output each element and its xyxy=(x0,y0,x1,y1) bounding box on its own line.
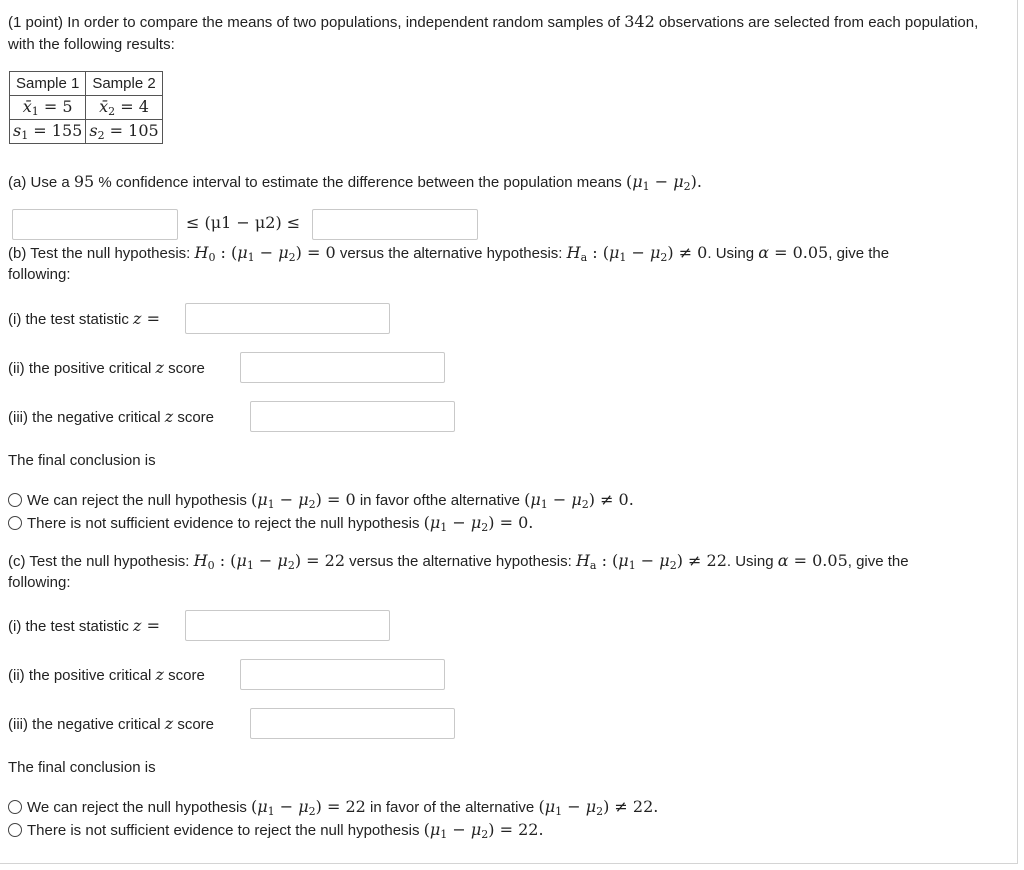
part-c-neg-critical-input[interactable] xyxy=(250,708,455,739)
part-c-pos-critical-label: (ii) the positive critical z score xyxy=(8,665,205,684)
part-b-not-reject-label: There is not sufficient evidence to reject the null hypothesis $(\mu_1 - \mu_2) = 0$. xyxy=(27,513,534,534)
part-c-test-stat-input[interactable] xyxy=(185,610,390,641)
part-b-pos-critical-input[interactable] xyxy=(240,352,445,383)
ci-middle-expression: ≤ (μ1 − μ2) ≤ xyxy=(186,213,301,232)
part-c-following: following: xyxy=(8,574,71,591)
part-b-not-reject-radio[interactable] xyxy=(8,516,22,530)
xbar1-cell: $x̄_1 = 5$ xyxy=(10,96,86,120)
ci-upper-input[interactable] xyxy=(312,209,478,240)
s1-cell: $s_1 = 155$ xyxy=(10,120,86,144)
part-c-reject-label: We can reject the null hypothesis $(\mu_1 - \mu_2) = 22$ in favor of the alternative $(\mu_1 - \mu_2) \ne 22$. xyxy=(27,797,659,818)
s2-cell: $s_2 = 105$ xyxy=(86,120,162,144)
part-c-not-reject-label: There is not sufficient evidence to reject the null hypothesis $(\mu_1 - \mu_2) = 22$. xyxy=(27,820,544,841)
part-b-test-stat-input[interactable] xyxy=(185,303,390,334)
part-c-conclusion-title: The final conclusion is xyxy=(8,759,156,776)
part-c-reject-radio[interactable] xyxy=(8,800,22,814)
part-b-following: following: xyxy=(8,266,71,283)
problem-intro: (1 point) In order to compare the means of two populations, independent random samples of 342 observations are selected from each population, with the following results: xyxy=(8,12,979,53)
header-sample-1: Sample 1 xyxy=(10,72,86,96)
part-b-reject-label: We can reject the null hypothesis $(\mu_1 - \mu_2) = 0$ in favor ofthe alternative $(\mu_1 - \mu_2) \ne 0$. xyxy=(27,490,634,511)
sample-size: 342 xyxy=(624,12,655,31)
xbar2-cell: $x̄_2 = 4$ xyxy=(86,96,162,120)
part-c-test-stat-label: (i) the test statistic z = xyxy=(8,616,160,635)
part-b-conclusion-title: The final conclusion is xyxy=(8,452,156,469)
header-sample-2: Sample 2 xyxy=(86,72,162,96)
part-b-neg-critical-input[interactable] xyxy=(250,401,455,432)
part-b-test-stat-label: (i) the test statistic z = xyxy=(8,309,160,328)
part-b-pos-critical-label: (ii) the positive critical z score xyxy=(8,358,205,377)
part-b-reject-radio[interactable] xyxy=(8,493,22,507)
part-c-prompt: (c) Test the null hypothesis: $H_0$ : $(\mu_1 - \mu_2) = 22$ versus the alternative hypothesis: $H_a$ : $(\mu_1 - \mu_2) \ne 22$. Using α = 0.05, give the xyxy=(8,551,909,572)
part-a-prompt: (a) Use a 95 % confidence interval to estimate the difference between the population means $(\mu_1 - \mu_2)$. xyxy=(8,172,702,193)
part-b-neg-critical-label: (iii) the negative critical z score xyxy=(8,407,215,426)
part-b-prompt: (b) Test the null hypothesis: $H_0$ : $(\mu_1 - \mu_2) = 0$ versus the alternative hypothesis: $H_a$ : $(\mu_1 - \mu_2) \ne 0$. Using α = 0.05, give the xyxy=(8,243,890,264)
samples-table xyxy=(9,71,163,144)
ci-lower-input[interactable] xyxy=(12,209,178,240)
part-c-pos-critical-input[interactable] xyxy=(240,659,445,690)
part-c-neg-critical-label: (iii) the negative critical z score xyxy=(8,714,215,733)
part-c-not-reject-radio[interactable] xyxy=(8,823,22,837)
